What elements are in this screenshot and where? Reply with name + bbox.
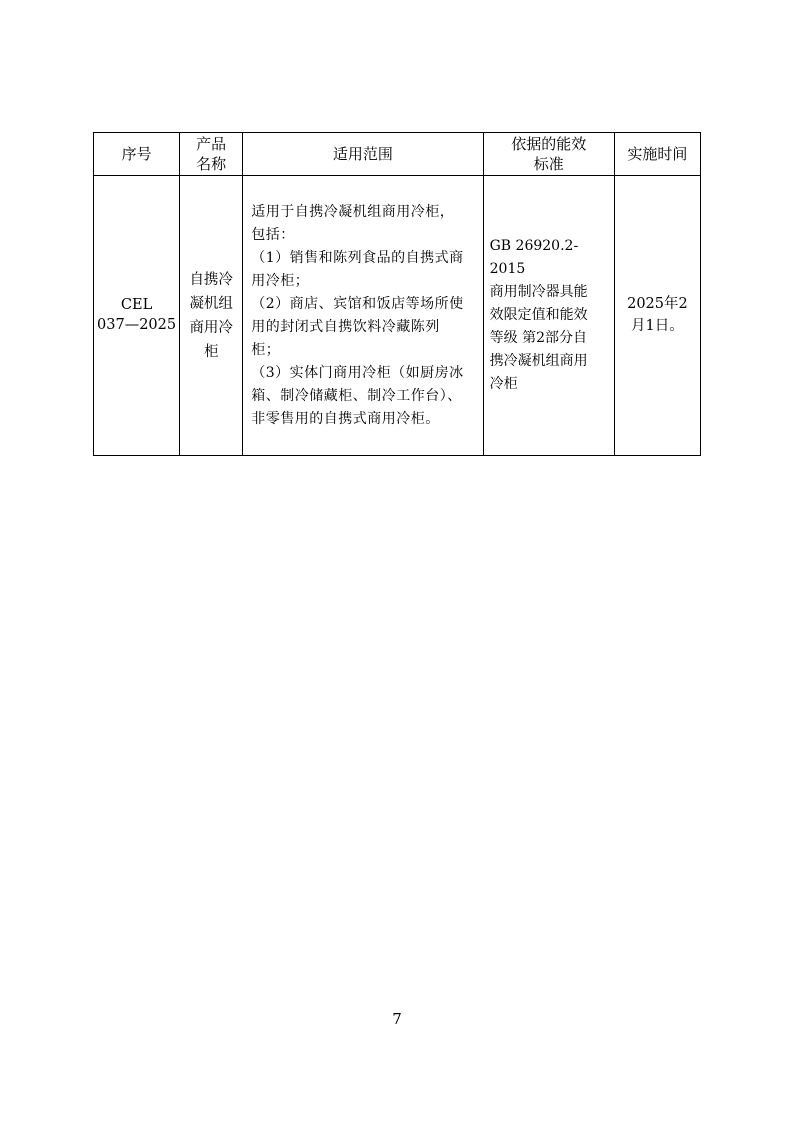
cell-standard: GB 26920.2-2015 商用制冷器具能 效限定值和能效 等级 第2部分自 携冷凝机组商用 冷柜 xyxy=(483,176,614,456)
cell-scope: 适用于自携冷凝机组商用冷柜， 包括： （1）销售和陈列食品的自携式商 用冷柜； （2）商店、宾馆和饭店等场所使 用的封闭式自携饮料冷藏陈列 柜； （3）实体门商用冷柜（如厨房冰 箱、制冷储藏柜、制冷工作台）、 非零售用的自携式商用冷柜。 xyxy=(243,176,483,456)
header-standard: 依据的能效 标准 xyxy=(483,133,614,176)
standards-table xyxy=(93,132,701,456)
header-seq: 序号 xyxy=(94,133,180,176)
header-effective-date: 实施时间 xyxy=(614,133,700,176)
cell-seq: CEL 037—2025 xyxy=(94,176,180,456)
page-number: 7 xyxy=(392,1010,402,1028)
cell-product-name: 自携冷 凝机组 商用冷 柜 xyxy=(180,176,243,456)
cell-effective-date: 2025年2 月1日。 xyxy=(614,176,700,456)
header-scope: 适用范围 xyxy=(243,133,483,176)
table-header-row xyxy=(94,133,701,176)
header-product-name: 产品 名称 xyxy=(180,133,243,176)
table-row xyxy=(94,176,701,456)
